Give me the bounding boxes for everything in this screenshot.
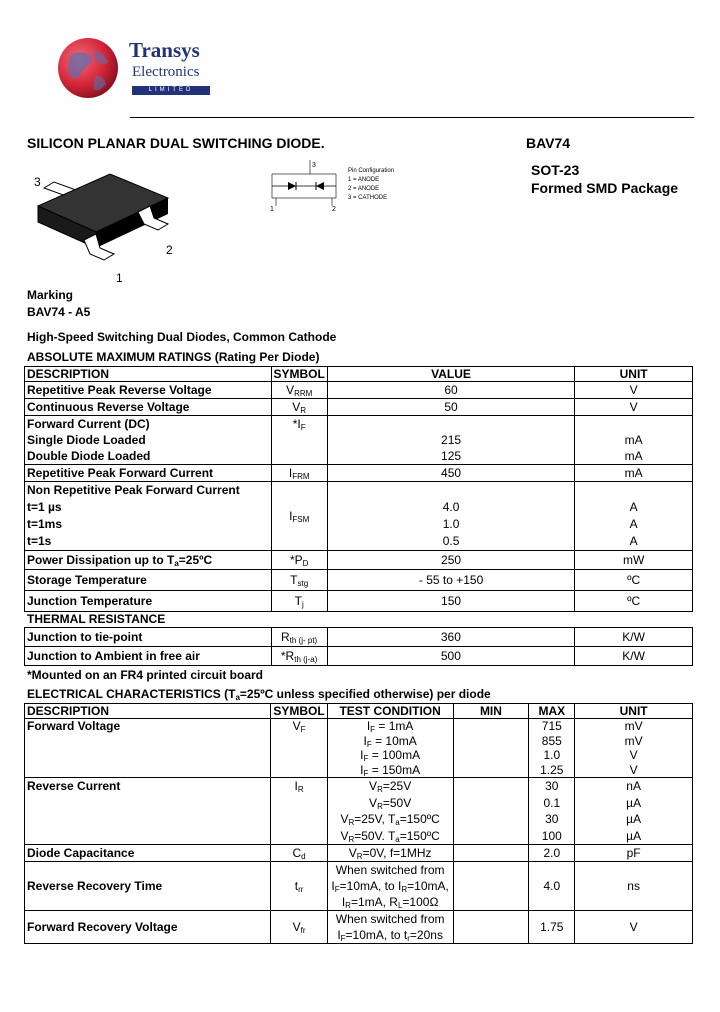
table-cell: Repetitive Peak Reverse Voltage — [25, 382, 272, 399]
table-cell: UNIT — [575, 367, 693, 382]
pin-config-legend: Pin Configuration 1 = ANODE 2 = ANODE 3 = CATHODE — [348, 168, 395, 201]
table-cell: V — [575, 382, 693, 399]
table-cell: $*I_F$ — [271, 416, 327, 465]
part-number: BAV74 — [526, 135, 571, 151]
marking-label: Marking — [27, 288, 74, 302]
table-cell: SYMBOL — [271, 367, 327, 382]
subtitle: High-Speed Switching Dual Diodes, Common Cathode — [27, 330, 337, 344]
pin1-label: 1 — [116, 271, 123, 285]
globe-logo-icon — [56, 36, 120, 100]
marking-value: BAV74 - A5 — [27, 305, 91, 319]
table-row — [25, 778, 693, 845]
table-cell: $V_R=25V$ $V_R=50V$ $V_R=25V$, $T_a=150ºC$ $V_R=50V$. $T_a=150ºC$ — [327, 778, 453, 845]
table-cell: $T_{stg}$ — [271, 570, 327, 591]
table-cell: $V_{RRM}$ — [271, 382, 327, 399]
svg-text:3: 3 — [312, 162, 316, 169]
table-cell: Diode Capacitance — [25, 845, 271, 862]
table-row — [25, 911, 693, 944]
table-cell: 60 — [327, 382, 574, 399]
table-cell: Repetitive Peak Forward Current — [25, 465, 272, 482]
table-cell — [453, 845, 529, 862]
table-cell: Reverse Recovery Time — [25, 862, 271, 911]
package-desc: Formed SMD Package — [531, 180, 679, 196]
table-cell: ºC — [575, 591, 693, 612]
elec-table — [24, 703, 693, 944]
table-cell: Junction Temperature — [25, 591, 272, 612]
table-cell: 500 — [327, 647, 575, 666]
table-cell: Junction to tie-point — [25, 628, 272, 647]
package-type: SOT-23 — [531, 162, 580, 178]
table-cell: Storage Temperature — [25, 570, 272, 591]
table-cell: 250 — [327, 551, 574, 570]
table-cell: $V_F$ — [271, 719, 327, 778]
table-cell: Power Dissipation up to $T_a=25ºC$ — [25, 551, 272, 570]
table-cell: Continuous Reverse Voltage — [25, 399, 272, 416]
table-cell: A A A — [575, 482, 693, 551]
table-cell: $*R_{th (j-a)}$ — [271, 647, 327, 666]
table-cell: $I_R$ — [271, 778, 327, 845]
page-title: SILICON PLANAR DUAL SWITCHING DIODE. — [27, 135, 325, 151]
pin3-label: 3 — [34, 175, 41, 189]
table-cell: 450 — [327, 465, 574, 482]
thermal-note: *Mounted on an FR4 printed circuit board — [27, 668, 264, 682]
table-header-row — [25, 367, 693, 382]
table-cell — [453, 911, 529, 944]
table-cell: VALUE — [327, 367, 574, 382]
table-cell: 4.0 1.0 0.5 — [327, 482, 574, 551]
table-row — [25, 551, 693, 570]
table-cell: 2.0 — [529, 845, 575, 862]
table-header-row — [25, 704, 693, 719]
svg-text:2: 2 — [332, 206, 336, 212]
sot23-package-icon — [28, 168, 188, 286]
table-cell: mA — [575, 465, 693, 482]
table-cell: mV mV V V — [575, 719, 693, 778]
abs-max-table — [24, 366, 693, 612]
table-cell: MAX — [529, 704, 575, 719]
table-cell — [453, 778, 529, 845]
table-cell: V — [575, 911, 693, 944]
table-cell: DESCRIPTION — [25, 704, 271, 719]
abs-max-heading: ABSOLUTE MAXIMUM RATINGS (Rating Per Diode) — [27, 350, 320, 364]
table-cell: When switched from $I_F=10mA$, to $t_r=20ns$ — [327, 911, 453, 944]
pin2-label: 2 — [166, 243, 173, 257]
header-divider — [130, 117, 694, 118]
table-cell: 360 — [327, 628, 575, 647]
brand-limited: LIMITED — [132, 86, 210, 95]
thermal-table — [24, 627, 693, 666]
table-row — [25, 628, 693, 647]
table-cell: Forward Recovery Voltage — [25, 911, 271, 944]
elec-heading: ELECTRICAL CHARACTERISTICS ($T_a=25ºC$ unless specified otherwise) per diode — [27, 687, 491, 702]
svg-text:1: 1 — [270, 206, 274, 212]
table-cell: Forward Voltage — [25, 719, 271, 778]
table-row — [25, 416, 693, 465]
table-cell — [453, 719, 529, 778]
table-cell: $I_F = 1mA$ $I_F = 10mA$ $I_F = 100mA$ $I_F = 150mA$ — [327, 719, 453, 778]
table-cell — [453, 862, 529, 911]
table-cell: 50 — [327, 399, 574, 416]
table-cell: $V_{fr}$ — [271, 911, 327, 944]
table-cell: Junction to Ambient in free air — [25, 647, 272, 666]
table-cell: 215 125 — [327, 416, 574, 465]
table-row — [25, 382, 693, 399]
brand-sub: Electronics — [132, 64, 200, 80]
table-cell: $I_{FRM}$ — [271, 465, 327, 482]
table-row — [25, 399, 693, 416]
table-cell: UNIT — [575, 704, 693, 719]
table-cell: 150 — [327, 591, 574, 612]
table-cell: nA µA µA µA — [575, 778, 693, 845]
table-cell: $V_R=0V$, f=1MHz — [327, 845, 453, 862]
table-row — [25, 482, 693, 551]
table-cell: 30 0.1 30 100 — [529, 778, 575, 845]
table-cell: mW — [575, 551, 693, 570]
table-cell: ºC — [575, 570, 693, 591]
table-cell: $V_R$ — [271, 399, 327, 416]
table-cell: $R_{th (j- pt)}$ — [271, 628, 327, 647]
diode-schematic-icon — [266, 160, 350, 212]
brand-name: Transys — [129, 38, 200, 62]
table-row — [25, 862, 693, 911]
table-cell: $C_d$ — [271, 845, 327, 862]
table-cell: ns — [575, 862, 693, 911]
table-cell: MIN — [453, 704, 529, 719]
table-row — [25, 570, 693, 591]
table-cell: SYMBOL — [271, 704, 327, 719]
table-cell: $*P_D$ — [271, 551, 327, 570]
table-cell: Reverse Current — [25, 778, 271, 845]
table-row — [25, 845, 693, 862]
table-cell: 1.75 — [529, 911, 575, 944]
table-cell: K/W — [575, 647, 693, 666]
table-row — [25, 719, 693, 778]
table-cell: DESCRIPTION — [25, 367, 272, 382]
table-cell: 4.0 — [529, 862, 575, 911]
table-cell: mA mA — [575, 416, 693, 465]
table-row — [25, 465, 693, 482]
table-row — [25, 591, 693, 612]
table-cell: 715 855 1.0 1.25 — [529, 719, 575, 778]
table-cell: $I_{FSM}$ — [271, 482, 327, 551]
table-cell: $t_{rr}$ — [271, 862, 327, 911]
table-cell: - 55 to +150 — [327, 570, 574, 591]
table-cell: K/W — [575, 628, 693, 647]
table-row — [25, 647, 693, 666]
table-cell: TEST CONDITION — [327, 704, 453, 719]
table-cell: Non Repetitive Peak Forward Current t=1 µs t=1ms t=1s — [25, 482, 272, 551]
thermal-heading: THERMAL RESISTANCE — [27, 612, 166, 626]
table-cell: $T_j$ — [271, 591, 327, 612]
table-cell: When switched from $I_F=10mA$, to $I_R=10mA$, $I_R=1mA$, $R_L=100\Omega$ — [327, 862, 453, 911]
table-cell: V — [575, 399, 693, 416]
table-cell: pF — [575, 845, 693, 862]
table-cell: Forward Current (DC) Single Diode Loaded Double Diode Loaded — [25, 416, 272, 465]
